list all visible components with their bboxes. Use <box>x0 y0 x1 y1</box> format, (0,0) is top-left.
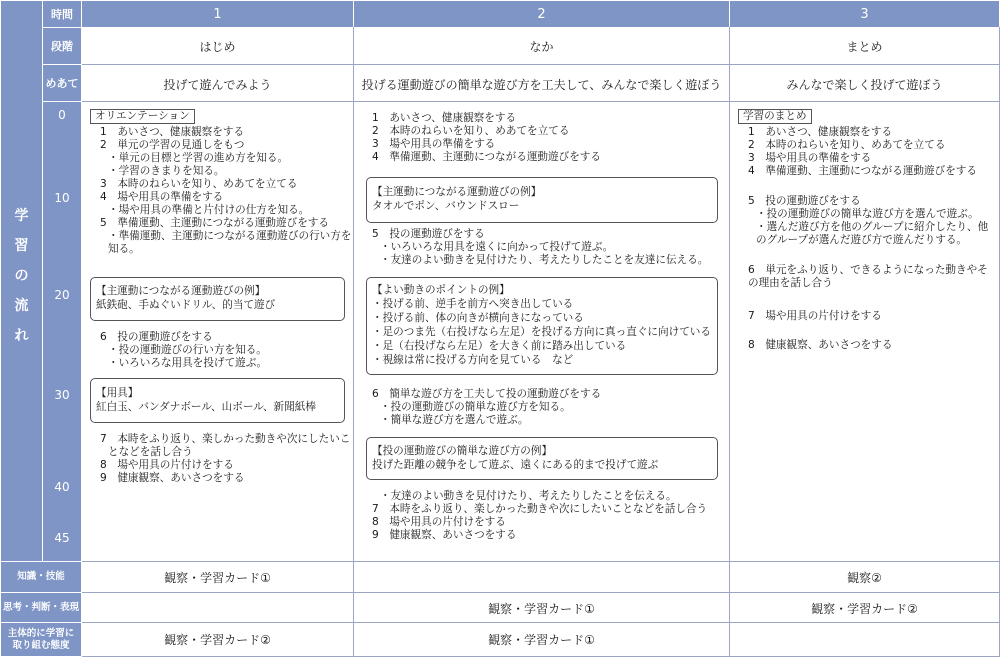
minute-mark: 40 <box>54 480 70 494</box>
column-header-1: 1 <box>82 1 353 27</box>
minute-mark: 30 <box>54 388 70 402</box>
stage-1: はじめ <box>199 40 236 54</box>
step-line: 7 本時をふり返り、楽しかった動きや次にしたいことなどを話し合う <box>372 503 708 515</box>
box-title: 【投の運動遊びの簡単な遊び方の例】 <box>372 445 553 457</box>
step-line: のグループが選んだ遊び方で遊んだりする。 <box>756 234 968 246</box>
eval-thinking-3: 観察・学習カード② <box>811 602 918 616</box>
box-title: 【主運動につながる運動遊びの例】 <box>96 285 266 297</box>
flow-char: 習 <box>14 238 29 254</box>
aim-label: めあて <box>43 65 81 101</box>
box-title: 【主運動につながる運動遊びの例】 <box>372 186 542 198</box>
column-header-2: 2 <box>354 1 729 27</box>
stage-3: まとめ <box>846 40 883 54</box>
step-line: 2 単元の学習の見通しをもつ <box>100 139 245 151</box>
step-line: 5 投の運動遊びをする <box>372 228 485 240</box>
aim-3: みんなで楽しく投げて遊ぼう <box>786 78 943 92</box>
eval-label-attitude: 主体的に学習に取り組む態度 <box>1 623 81 656</box>
step-line: 5 準備運動、主運動につながる運動遊びをする <box>100 217 329 229</box>
eval-thinking-2: 観察・学習カード① <box>488 602 595 616</box>
minute-mark: 10 <box>54 191 70 205</box>
column-header-3: 3 <box>730 1 999 27</box>
grid-line <box>729 27 730 657</box>
step-line: 3 場や用具の準備をする <box>372 138 496 150</box>
column-3-flow <box>738 107 996 557</box>
step-line: 4 準備運動、主運動につながる運動遊びをする <box>372 151 601 163</box>
step-line: ・友達のよい動きを見付けたり、考えたりしたことを友達に伝える。 <box>380 254 709 266</box>
grid-line <box>82 101 999 102</box>
step-line: 2 本時のねらいを知り、めあてを立てる <box>748 139 946 151</box>
step-line: ・学習のきまりを知る。 <box>108 165 225 177</box>
aim-2: 投げる運動遊びの簡単な遊び方を工夫して、みんなで楽しく遊ぼう <box>361 78 722 92</box>
step-line: 2 本時のねらいを知り、めあてを立てる <box>372 125 570 137</box>
step-line: 8 健康観察、あいさつをする <box>748 339 893 351</box>
box-text: ・視線は常に投げる方向を見ている など <box>372 354 574 366</box>
stage-2: なか <box>529 40 554 54</box>
minute-mark: 45 <box>54 531 70 545</box>
stage-label: 段階 <box>43 28 81 64</box>
box-text: 紅白玉、バンダナボール、山ボール、新聞紙棒 <box>96 401 316 413</box>
flow-char: れ <box>14 328 29 344</box>
step-line: 4 準備運動、主運動につながる運動遊びをする <box>748 165 977 177</box>
minute-mark: 0 <box>58 108 66 122</box>
minute-mark: 20 <box>54 288 70 302</box>
step-line: ・準備運動、主運動につながる運動遊びの行い方を <box>108 230 352 242</box>
aim-1: 投げて遊んでみよう <box>163 78 272 92</box>
step-line: 9 健康観察、あいさつをする <box>372 529 517 541</box>
eval-label-knowledge: 知識・技能 <box>1 562 81 592</box>
step-line: ・いろいろな用具を遠くに向かって投げて遊ぶ。 <box>380 241 614 253</box>
box-text: ・投げる前、逆手を前方へ突き出している <box>372 298 574 310</box>
orientation-tag: オリエンテーション <box>90 109 195 124</box>
flow-char: 流 <box>14 298 29 314</box>
step-line: ・場や用具の準備と片付けの仕方を知る。 <box>108 204 310 216</box>
step-line: 8 場や用具の片付けをする <box>372 516 506 528</box>
step-line: ・単元の目標と学習の進め方を知る。 <box>108 152 289 164</box>
box-text: ・足（右投げなら左足）を大きく前に踏み出している <box>372 340 627 352</box>
step-line: 8 場や用具の片付けをする <box>100 459 234 471</box>
grid-line <box>82 64 999 65</box>
grid-line <box>82 592 999 593</box>
step-line: ・投の運動遊びの簡単な遊び方を知る。 <box>380 401 571 413</box>
step-line: 知る。 <box>108 243 140 255</box>
column-1-flow <box>90 107 352 557</box>
minutes-column <box>43 102 81 561</box>
step-line: ・友達のよい動きを見付けたり、考えたりしたことを伝える。 <box>380 490 677 502</box>
step-line: 3 場や用具の準備をする <box>748 152 872 164</box>
step-line: 6 単元をふり返り、できるようになった動きやそ <box>748 264 988 276</box>
step-line: 7 場や用具の片付けをする <box>748 310 882 322</box>
grid-line <box>82 622 999 623</box>
box-title: 【よい動きのポイントの例】 <box>372 284 510 296</box>
box-text: ・投げる前、体の向きが横向きになっている <box>372 312 584 324</box>
step-line: 5 投の運動遊びをする <box>748 195 861 207</box>
flow-char: の <box>14 268 29 284</box>
step-line: ・いろいろな用具を投げて遊ぶ。 <box>108 357 268 369</box>
learning-flow-label <box>1 201 42 351</box>
time-label: 時間 <box>43 1 81 27</box>
box-text: タオルでポン、バウンドスロー <box>372 200 520 212</box>
step-line: 3 本時のねらいを知り、めあてを立てる <box>100 178 298 190</box>
step-line: ・選んだ遊び方を他のグループに紹介したり、他 <box>756 221 989 233</box>
eval-attitude-1: 観察・学習カード② <box>164 633 271 647</box>
eval-knowledge-3: 観察② <box>847 571 882 585</box>
grid-line <box>353 27 354 657</box>
eval-label-thinking: 思考・判断・表現 <box>1 593 81 622</box>
step-line: 9 健康観察、あいさつをする <box>100 472 245 484</box>
step-line: ・簡単な遊び方を選んで遊ぶ。 <box>380 414 529 426</box>
step-line: の理由を話し合う <box>748 277 833 289</box>
flow-char: 学 <box>14 208 29 224</box>
step-line: 1 あいさつ、健康観察をする <box>748 126 893 138</box>
step-line: 6 投の運動遊びをする <box>100 331 213 343</box>
step-line: 7 本時をふり返り、楽しかった動きや次にしたいこ <box>100 433 351 445</box>
box-title: 【用具】 <box>96 387 139 399</box>
step-line: 4 場や用具の準備をする <box>100 191 224 203</box>
step-line: 1 あいさつ、健康観察をする <box>372 112 517 124</box>
step-line: ・投の運動遊びの行い方を知る。 <box>108 344 267 356</box>
grid-line <box>82 561 999 562</box>
step-line: 6 簡単な遊び方を工夫して投の運動遊びをする <box>372 388 602 400</box>
box-text: ・足のつま先（右投げなら左足）を投げる方向に真っ直ぐに向けている <box>372 326 711 338</box>
step-line: となどを話し合う <box>108 446 193 458</box>
step-line: 1 あいさつ、健康観察をする <box>100 126 245 138</box>
summary-tag: 学習のまとめ <box>738 109 812 124</box>
box-text: 投げた距離の競争をして遊ぶ、遠くにある的まで投げて遊ぶ <box>372 459 659 471</box>
eval-attitude-2: 観察・学習カード① <box>488 633 595 647</box>
column-2-flow <box>362 107 724 557</box>
box-text: 紙鉄砲、手ぬぐいドリル、的当て遊び <box>96 299 276 311</box>
step-line: ・投の運動遊びの簡単な遊び方を選んで遊ぶ。 <box>756 208 979 220</box>
eval-knowledge-1: 観察・学習カード① <box>164 571 271 585</box>
learning-flow-band <box>1 1 42 561</box>
